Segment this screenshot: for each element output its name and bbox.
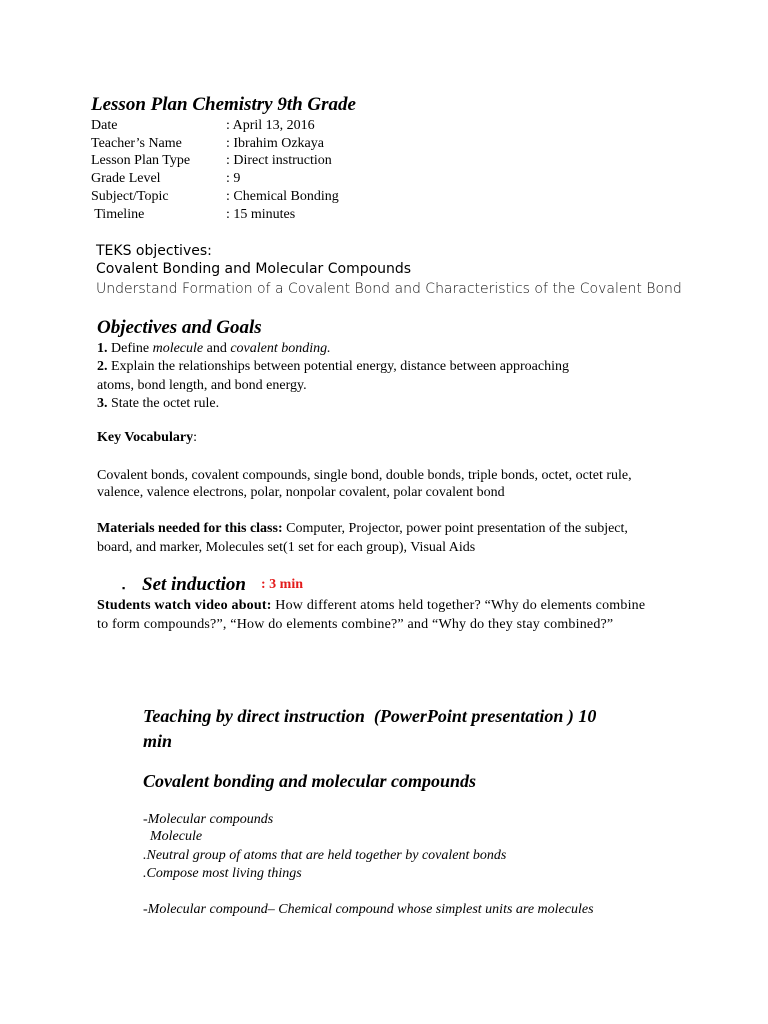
video-text-1: How different atoms held together? “Why do elements combine	[271, 598, 646, 613]
vocabulary-line1: Covalent bonds, covalent compounds, single bond, double bonds, triple bonds, octet, octet rule,	[97, 468, 632, 483]
materials-text-1: Computer, Projector, power point presentation of the subject,	[282, 521, 628, 536]
video-label: Students watch video about:	[97, 598, 272, 613]
bullet-icon: ▪	[122, 583, 126, 593]
objective-3	[97, 395, 219, 413]
info-label-date: Date	[91, 118, 118, 133]
info-value-subject: : Chemical Bonding	[226, 189, 339, 204]
materials-line1	[97, 520, 628, 538]
info-label-plan-type: Lesson Plan Type	[91, 153, 191, 168]
objective-2-line2: atoms, bond length, and bond energy.	[97, 378, 307, 393]
vocabulary-heading-label: Key Vocabulary	[97, 430, 194, 445]
objective-2-line1: Explain the relationships between potential energy, distance between approaching	[107, 359, 569, 374]
info-label-timeline: Timeline	[91, 207, 145, 222]
set-induction-title: Set induction	[142, 574, 246, 595]
teks-heading: TEKS objectives:	[96, 243, 212, 259]
info-value-timeline: : 15 minutes	[226, 207, 296, 222]
vocabulary-line2: valence, valence electrons, polar, nonpolar covalent, polar covalent bond	[97, 485, 505, 500]
note-molecule: Molecule	[143, 829, 203, 844]
note-molecular-compound-definition: -Molecular compound– Chemical compound whose simplest units are molecules	[143, 902, 594, 917]
objective-1-text-b: and	[203, 341, 231, 356]
note-molecular-compounds: -Molecular compounds	[143, 812, 274, 827]
info-label-grade: Grade Level	[91, 171, 161, 186]
teaching-heading-line1: Teaching by direct instruction (PowerPoint presentation ) 10	[143, 706, 597, 726]
video-line1	[97, 597, 645, 615]
objective-1-term-covalent: covalent bonding.	[230, 341, 331, 356]
teks-subheading: Covalent Bonding and Molecular Compounds	[96, 261, 412, 277]
objective-1-text-a: Define	[107, 341, 153, 356]
video-line2: to form compounds?”, “How do elements combine?” and “Why do they stay combined?”	[97, 617, 614, 632]
objectives-heading: Objectives and Goals	[97, 317, 262, 338]
info-value-grade: : 9	[226, 171, 241, 186]
objective-3-text: State the octet rule.	[107, 396, 220, 411]
note-living-things: .Compose most living things	[143, 866, 302, 881]
objective-1-term-molecule: molecule	[152, 341, 204, 356]
objective-3-number: 3.	[97, 396, 108, 411]
info-value-date: : April 13, 2016	[226, 118, 315, 133]
note-neutral-group: .Neutral group of atoms that are held together by covalent bonds	[143, 848, 507, 863]
teaching-heading-line2: min	[143, 731, 173, 751]
info-label-subject: Subject/Topic	[91, 189, 169, 204]
materials-line2: board, and marker, Molecules set(1 set for each group), Visual Aids	[97, 540, 476, 555]
vocabulary-heading-colon: :	[193, 430, 197, 445]
info-value-plan-type: : Direct instruction	[226, 153, 332, 168]
set-induction-time: : 3 min	[261, 577, 303, 592]
teks-text: Understand Formation of a Covalent Bond and Characteristics of the Covalent Bond	[96, 281, 682, 297]
info-label-teacher: Teacher’s Name	[91, 136, 182, 151]
objective-1	[97, 340, 331, 358]
covalent-bonding-heading: Covalent bonding and molecular compounds	[143, 771, 477, 791]
objective-2-number: 2.	[97, 359, 108, 374]
materials-label: Materials needed for this class:	[97, 521, 283, 536]
objective-1-number: 1.	[97, 341, 108, 356]
document-title: Lesson Plan Chemistry 9th Grade	[91, 94, 356, 115]
info-value-teacher: : Ibrahim Ozkaya	[226, 136, 324, 151]
objective-2	[97, 358, 569, 376]
vocabulary-heading	[97, 430, 197, 446]
